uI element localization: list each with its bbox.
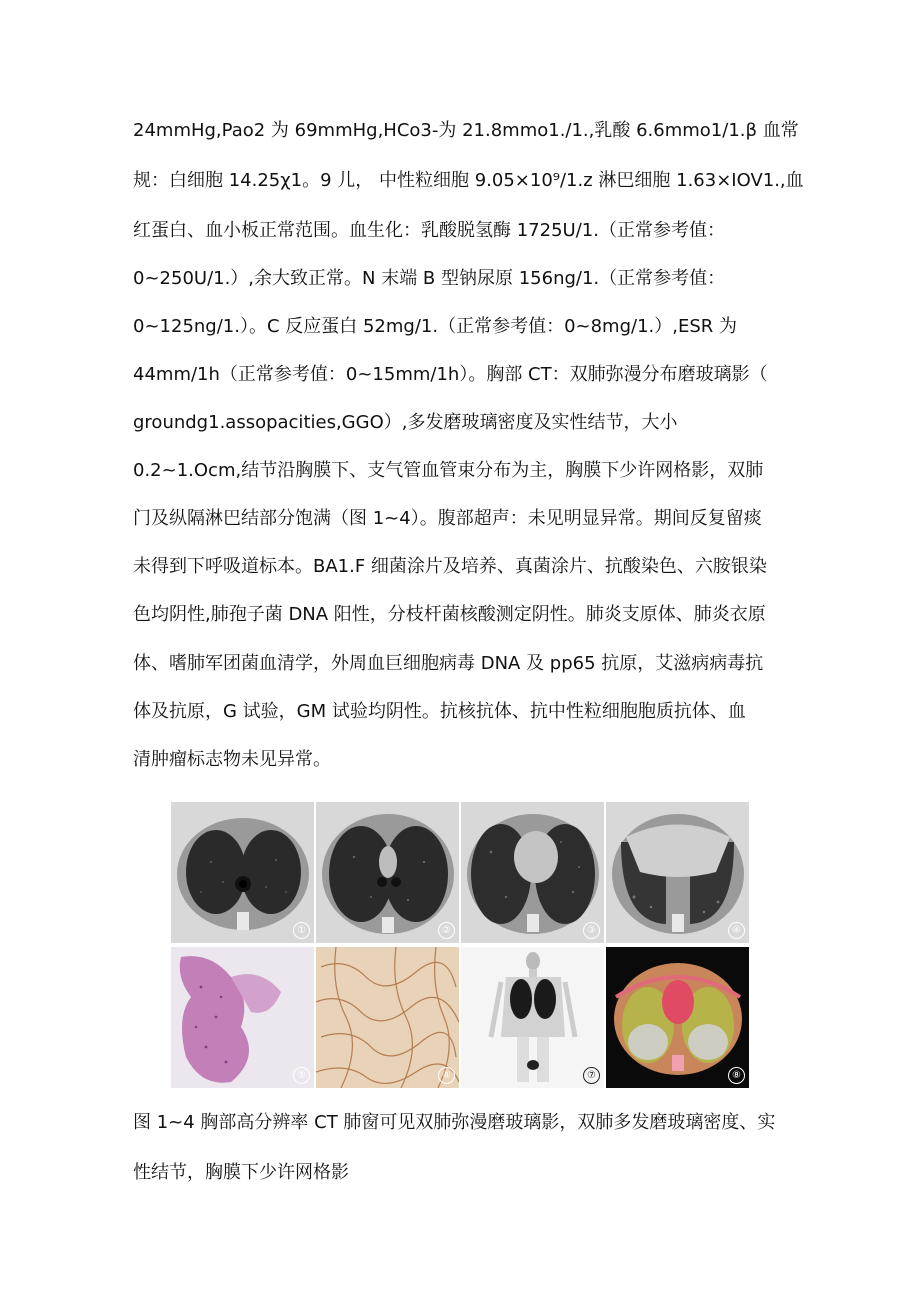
body-line: 0~250U/1.）,余大致正常。N 末端 B 型钠尿原 156ng/1.（正常参考值：: [133, 268, 726, 289]
body-line: 体、嗜肺军团菌血清学，外周血巨细胞病毒 DNA 及 pp65 抗原，艾滋病病毒抗: [133, 653, 764, 674]
panel-number-badge: ②: [438, 922, 455, 939]
caption-line: 性结节，胸膜下少许网格影: [133, 1162, 349, 1183]
figure-image-grid: [171, 802, 748, 1089]
body-line: 色均阴性,肺孢子菌 DNA 阳性，分枝杆菌核酸测定阴性。肺炎支原体、肺炎衣原: [133, 604, 766, 625]
body-line: 清肿瘤标志物未见异常。: [133, 749, 331, 770]
body-line: 规：白细胞 14.25χ1。9 儿， 中性粒细胞 9.05×10⁹∕1.z 淋巴细胞 1.63×IOV1.,血: [133, 170, 804, 191]
ct-panel: [316, 802, 459, 943]
caption-line: 图 1~4 胸部高分辨率 CT 肺窗可见双肺弥漫磨玻璃影，双肺多发磨玻璃密度、实: [133, 1112, 776, 1133]
body-line: 红蛋白、血小板正常范围。血生化：乳酸脱氢酶 1725U∕1.（正常参考值：: [133, 220, 725, 241]
ct-scan-image: [461, 802, 604, 943]
panel-number-badge: ④: [728, 922, 745, 939]
ct-panel: [606, 802, 749, 943]
body-line: 0.2~1.Ocm,结节沿胸膜下、支气管血管束分布为主，胸膜下少许网格影，双肺: [133, 460, 764, 481]
ct-scan-image: [171, 802, 314, 943]
body-line: 体及抗原，G 试验，GM 试验均阴性。抗核抗体、抗中性粒细胞胞质抗体、血: [133, 701, 746, 722]
histology-panel: [316, 947, 459, 1088]
body-line: 0~125ng/1.）。C 反应蛋白 52mg/1.（正常参考值：0~8mg/1.）,ESR 为: [133, 316, 738, 337]
pet-mip-image: [461, 947, 604, 1088]
immunohistochemistry-image: [316, 947, 459, 1088]
body-line: 24mmHg,Pao2 为 69mmHg,HCo3-为 21.8mmo1./1.,乳酸 6.6mmo1∕1.β 血常: [133, 120, 799, 141]
body-line: groundg1.assopacities,GGO）,多发磨玻璃密度及实性结节，大小: [133, 412, 678, 433]
panel-number-badge: ⑥: [438, 1067, 455, 1084]
body-line: 门及纵隔淋巴结部分饱满（图 1~4）。腹部超声：未见明显异常。期间反复留痰: [133, 508, 762, 529]
ct-scan-image: [606, 802, 749, 943]
panel-number-badge: ⑤: [293, 1067, 310, 1084]
body-line: 未得到下呼吸道标本。BA1.F 细菌涂片及培养、真菌涂片、抗酸染色、六胺银染: [133, 556, 767, 577]
pet-ct-panel: [606, 947, 749, 1088]
histology-panel: [171, 947, 314, 1088]
histology-image: [171, 947, 314, 1088]
ct-panel: [171, 802, 314, 943]
panel-number-badge: ①: [293, 922, 310, 939]
panel-number-badge: ⑧: [728, 1067, 745, 1084]
pet-ct-fusion-image: [606, 947, 749, 1088]
ct-panel: [461, 802, 604, 943]
body-line: 44mm/1h（正常参考值：0~15mm/1h）。胸部 CT：双肺弥漫分布磨玻璃影（: [133, 364, 768, 385]
ct-scan-image: [316, 802, 459, 943]
panel-number-badge: ③: [583, 922, 600, 939]
panel-number-badge: ⑦: [583, 1067, 600, 1084]
pet-panel: [461, 947, 604, 1088]
